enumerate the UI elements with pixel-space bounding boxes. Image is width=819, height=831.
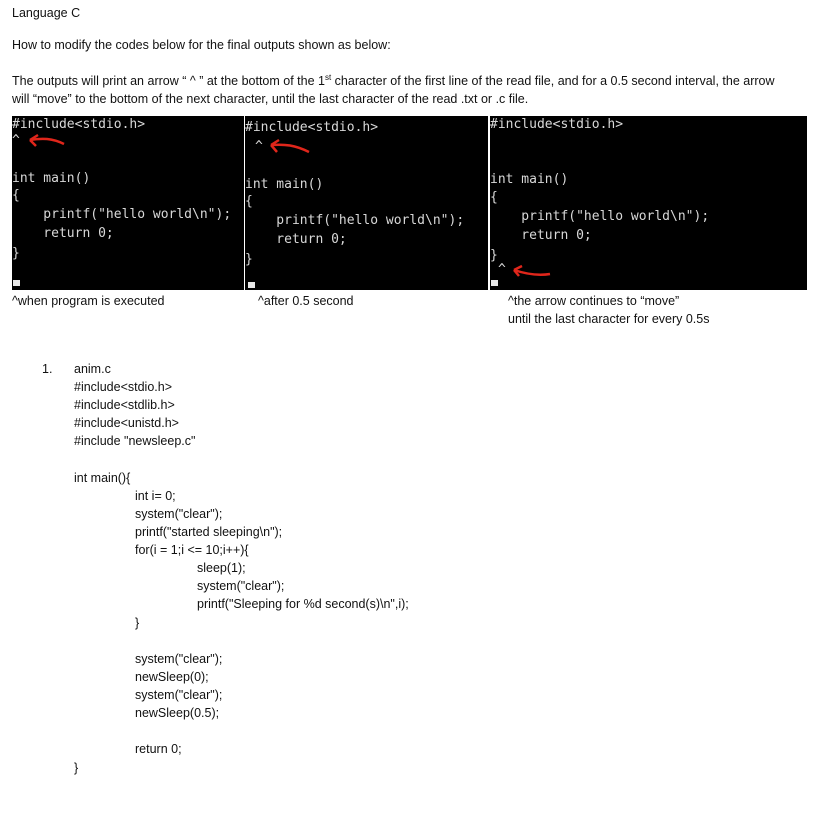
panel-line: printf("hello world\n"); [490, 209, 710, 224]
panel-line: #include<stdio.h> [245, 120, 379, 135]
panel-line: } [490, 248, 498, 263]
code-line: for(i = 1;i <= 10;i++){ [135, 543, 249, 557]
code-line: #include<stdlib.h> [74, 398, 175, 412]
panel-line: } [12, 246, 20, 261]
code-line: sleep(1); [197, 561, 246, 575]
filename: anim.c [74, 362, 111, 376]
panel-line: printf("hello world\n"); [245, 213, 465, 228]
panel-line: int main() [490, 172, 569, 187]
terminal-panel-2 [245, 116, 488, 290]
caret: ^ [255, 139, 263, 154]
description-line1a: The outputs will print an arrow “ ^ ” at the bottom of the 1 [12, 74, 325, 89]
terminal-cursor [491, 280, 498, 286]
caption-1: ^when program is executed [12, 294, 165, 308]
code-line: newSleep(0.5); [135, 706, 220, 720]
description-sup: st [324, 73, 332, 82]
description-line2: will “move” to the bottom of the next character, until the last character of the read .txt or .c file. [12, 92, 529, 107]
code-line: printf("Sleeping for %d second(s)\n",i); [197, 597, 409, 611]
caption-2: ^after 0.5 second [258, 294, 354, 308]
code-line: int main(){ [74, 471, 131, 485]
terminal-panel-3 [490, 116, 807, 290]
code-line: int i= 0; [135, 489, 176, 503]
question-text: How to modify the codes below for the final outputs shown as below: [12, 38, 391, 52]
panel-line: { [12, 188, 20, 203]
code-line: system("clear"); [135, 688, 223, 702]
terminal-cursor [13, 280, 20, 286]
panel-line: #include<stdio.h> [12, 117, 146, 132]
list-number: 1. [42, 362, 53, 376]
panel-line: return 0; [12, 226, 114, 241]
code-line: printf("started sleeping\n"); [135, 525, 283, 539]
code-line: #include "newsleep.c" [74, 434, 196, 448]
code-line: #include<unistd.h> [74, 416, 179, 430]
code-line: newSleep(0); [135, 670, 209, 684]
panel-line: return 0; [490, 228, 592, 243]
panel-line: int main() [12, 171, 91, 186]
code-line: return 0; [135, 742, 182, 756]
panel-line: printf("hello world\n"); [12, 207, 232, 222]
description [12, 69, 807, 108]
terminal-panel-1 [12, 116, 244, 290]
code-line: system("clear"); [135, 507, 223, 521]
panel-line: return 0; [245, 232, 347, 247]
red-arrow-icon [506, 262, 554, 280]
caret: ^ [498, 262, 506, 277]
code-line: #include<stdio.h> [74, 380, 172, 394]
code-line: } [135, 616, 140, 630]
terminal-cursor [248, 282, 255, 288]
code-line: system("clear"); [135, 652, 223, 666]
panel-line: int main() [245, 177, 324, 192]
panel-line: } [245, 252, 253, 267]
red-arrow-icon [263, 138, 313, 158]
panel-line: { [490, 190, 498, 205]
red-arrow-icon [22, 132, 68, 150]
code-line: } [74, 761, 79, 775]
panel-line: { [245, 194, 253, 209]
caption-3a: ^the arrow continues to “move” [508, 294, 680, 308]
panel-line: #include<stdio.h> [490, 117, 624, 132]
caption-3b: until the last character for every 0.5s [508, 312, 710, 326]
code-line: system("clear"); [197, 579, 285, 593]
description-line1b: character of the first line of the read file, and for a 0.5 second interval, the arrow [331, 74, 775, 89]
language-label: Language C [12, 6, 81, 20]
caret: ^ [12, 133, 20, 148]
